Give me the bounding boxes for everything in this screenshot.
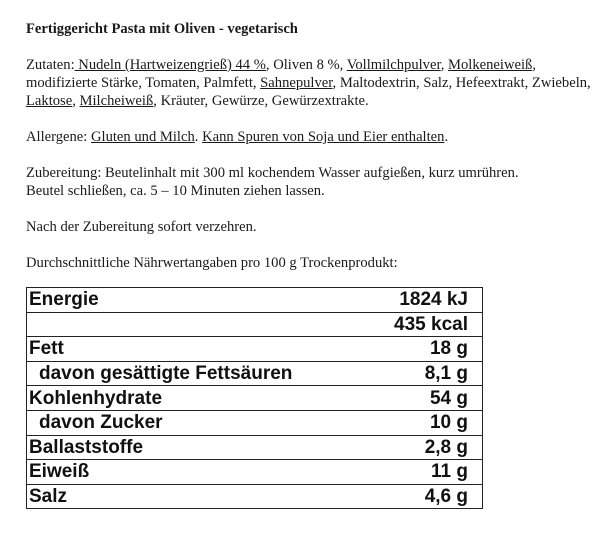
nutrition-row [27,435,483,460]
nutrition-row [27,410,483,435]
nutrient-value: 8,1 g [368,361,482,386]
nutrient-value: 435 kcal [368,312,482,337]
nutrient-label: davon gesättigte Fettsäuren [27,361,369,386]
allergens-paragraph [26,128,592,146]
ingredient-allergen: Vollmilchpulver [346,57,441,73]
nutrient-value: 54 g [368,386,482,411]
ingredient-allergen: Nudeln (Hartweizengrieß) 44 % [74,57,266,73]
ingredient-allergen: Milcheiweiß [79,93,154,109]
nutrition-row [27,312,483,337]
consumption-note: Nach der Zubereitung sofort verzehren. [26,219,257,235]
allergens-traces: Kann Spuren von Soja und Eier enthalten [202,129,445,145]
nutrition-row [27,386,483,411]
nutrient-label: Kohlenhydrate [27,386,369,411]
nutrient-value: 18 g [368,337,482,362]
ingredient-text: , Maltodextrin, Salz, Hefeextrakt, Zwiebeln, [332,75,591,91]
product-label-document [26,20,592,272]
ingredients-list [26,57,591,109]
preparation-paragraph [26,164,592,200]
nutrient-label [27,312,369,337]
nutrition-row [27,484,483,509]
allergens-end: . [444,129,449,145]
nutrition-row [27,337,483,362]
nutrient-label: Ballaststoffe [27,435,369,460]
nutrient-label: Eiweiß [27,460,369,485]
allergens-contains: Gluten und Milch [90,129,195,145]
nutrient-label: Salz [27,484,369,509]
preparation-line-1: Zubereitung: Beutelinhalt mit 300 ml kochendem Wasser aufgießen, kurz umrühren. [26,165,519,181]
nutrient-value: 11 g [368,460,482,485]
allergens-separator: . [194,129,203,145]
nutrient-label: Fett [27,337,369,362]
ingredient-allergen: Sahnepulver [260,75,333,91]
nutrition-row [27,460,483,485]
ingredient-allergen: Laktose [26,93,73,109]
preparation-line-2: Beutel schließen, ca. 5 – 10 Minuten ziehen lassen. [26,183,325,199]
nutrient-value: 1824 kJ [368,288,482,313]
nutrient-value: 2,8 g [368,435,482,460]
ingredient-text: , Oliven 8 %, [265,57,347,73]
nutrition-row [27,361,483,386]
ingredient-text: , [72,93,80,109]
nutrition-table [26,287,483,509]
ingredient-allergen: Molkeneiweiß [448,57,533,73]
ingredient-text: , Kräuter, Gewürze, Gewürzextrakte. [153,93,369,109]
nutrient-value: 10 g [368,410,482,435]
product-title: Fertiggericht Pasta mit Oliven - vegetarisch [26,21,298,37]
ingredients-paragraph [26,56,592,110]
ingredient-text: , modifizierte Stärke, Tomaten, Palmfett, [26,57,536,91]
nutrition-row [27,288,483,313]
ingredient-text: , [440,57,449,73]
allergens-label: Allergene: [26,129,91,145]
nutrient-label: davon Zucker [27,410,369,435]
nutrition-caption: Durchschnittliche Nährwertangaben pro 100 g Trockenprodukt: [26,255,398,271]
nutrient-label: Energie [27,288,369,313]
ingredients-label: Zutaten: [26,57,75,73]
nutrient-value: 4,6 g [368,484,482,509]
